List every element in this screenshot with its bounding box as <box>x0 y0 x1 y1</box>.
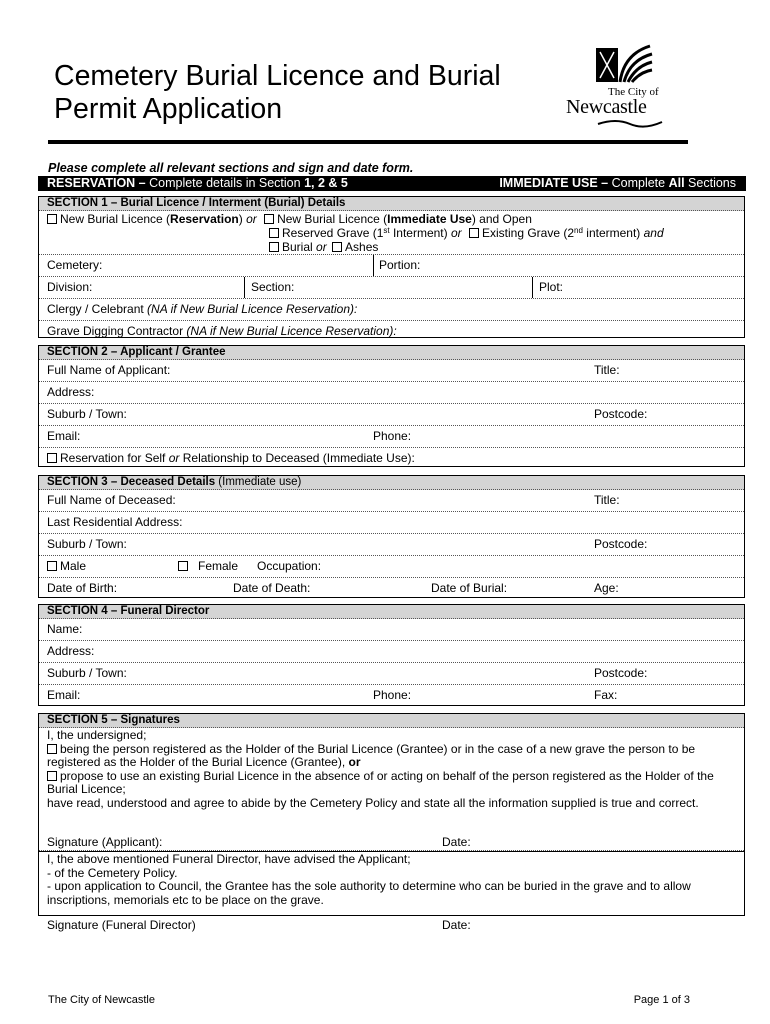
section-1 <box>38 196 745 338</box>
director-suburb-row <box>39 663 744 685</box>
section-5-header: SECTION 5 – Signatures <box>39 714 744 728</box>
declaration-agreement: have read, understood and agree to abide by the Cemetery Policy and state all the information supplied is true and correct. <box>47 795 699 810</box>
licence-options-line-2: Reserved Grave (1st Interment) or Existing Grave (2nd interment) and <box>269 226 664 240</box>
licence-options-line-1: New Burial Licence (Reservation) or New Burial Licence (Immediate Use) and Open <box>47 212 532 226</box>
cemetery-label: Cemetery: <box>47 258 103 272</box>
director-name-row <box>39 619 744 641</box>
new-licence-immediate-checkbox[interactable] <box>264 214 274 224</box>
declaration-intro: I, the undersigned; <box>47 728 147 742</box>
clergy-label: Clergy / Celebrant (NA if New Burial Licence Reservation): <box>47 302 358 316</box>
deceased-dates-row <box>39 578 744 599</box>
director-address-row <box>39 641 744 663</box>
ashes-checkbox[interactable] <box>332 242 342 252</box>
title-divider <box>48 140 688 144</box>
director-address-label: Address: <box>47 644 95 658</box>
applicant-address-row <box>39 382 744 404</box>
applicant-date-label: Date: <box>442 835 471 849</box>
applicant-signature-label: Signature (Applicant): <box>47 835 163 849</box>
deceased-suburb-row <box>39 534 744 556</box>
deceased-name-row <box>39 490 744 512</box>
director-advice-authority-cont: inscriptions, memorials etc to be place on the grave. <box>47 892 324 907</box>
existing-grave-checkbox[interactable] <box>469 228 479 238</box>
applicant-address-label: Address: <box>47 385 95 399</box>
director-suburb-label: Suburb / Town: <box>47 666 127 680</box>
applicant-name-label: Full Name of Applicant: <box>47 363 171 377</box>
burial-checkbox[interactable] <box>269 242 279 252</box>
licence-options-line-3: Burial or Ashes <box>269 240 378 254</box>
title-line-2: Permit Application <box>54 93 283 125</box>
applicant-email-row <box>39 426 744 448</box>
new-licence-reservation-checkbox[interactable] <box>47 214 57 224</box>
division-label: Division: <box>47 280 93 294</box>
applicant-title-label: Title: <box>594 363 620 377</box>
declaration-option-holder: being the person registered as the Holder of the Burial Licence (Grantee) or in the case of a new grave the person to be <box>47 743 736 757</box>
column-divider <box>532 277 533 298</box>
section-4-header: SECTION 4 – Funeral Director <box>39 605 744 619</box>
applicant-postcode-label: Postcode: <box>594 407 648 421</box>
plot-label: Plot: <box>539 280 564 294</box>
director-phone-label: Phone: <box>373 688 412 702</box>
deceased-postcode-label: Postcode: <box>594 537 648 551</box>
city-logo <box>566 44 678 128</box>
date-of-burial-label: Date of Burial: <box>431 581 508 595</box>
reservation-relationship-label: Reservation for Self or Relationship to Deceased (Immediate Use): <box>47 451 415 465</box>
footer-page-number: Page 1 of 3 <box>633 994 690 1006</box>
occupation-label: Occupation: <box>257 559 322 573</box>
intro-text: Please complete all relevant sections and sign and date form. <box>48 161 414 175</box>
reservation-bar <box>38 176 746 191</box>
section-4 <box>38 604 745 706</box>
declaration-option-proxy: propose to use an existing Burial Licence in the absence of or acting on behalf of the person registered as the Holder of the <box>47 770 736 784</box>
age-label: Age: <box>594 581 619 595</box>
grave-digger-row <box>39 321 744 342</box>
director-advice-policy: - of the Cemetery Policy. <box>47 865 178 880</box>
director-signature-label: Signature (Funeral Director) <box>47 918 196 932</box>
page-title <box>54 60 574 126</box>
column-divider <box>373 255 374 276</box>
director-advice-authority: - upon application to Council, the Grantee has the sole authority to determine who can be buried in the grave and to allow <box>47 879 691 893</box>
declaration-option-holder-cont: registered as the Holder of the Burial Licence (Grantee), or <box>47 755 361 769</box>
logo-emblem-icon <box>594 44 654 86</box>
deceased-name-label: Full Name of Deceased: <box>47 493 176 507</box>
section-2-header: SECTION 2 – Applicant / Grantee <box>39 346 744 360</box>
date-of-death-label: Date of Death: <box>233 581 311 595</box>
reservation-instruction: RESERVATION – Complete details in Section 1, 2 & 5 <box>47 176 348 190</box>
immediate-use-instruction: IMMEDIATE USE – Complete All Sections <box>499 176 736 190</box>
reserved-grave-checkbox[interactable] <box>269 228 279 238</box>
logo-text-top: The City of <box>608 86 659 98</box>
deceased-address-row <box>39 512 744 534</box>
director-advice-intro: I, the above mentioned Funeral Director, have advised the Applicant; <box>47 852 411 866</box>
director-email-row <box>39 685 744 706</box>
section-5 <box>38 713 745 932</box>
declaration-option-proxy-cont: Burial Licence; <box>47 782 126 796</box>
proxy-checkbox[interactable] <box>47 771 57 781</box>
title-line-1: Cemetery Burial Licence and Burial <box>54 60 501 92</box>
division-row <box>39 277 744 299</box>
section-2 <box>38 345 745 467</box>
director-declaration <box>39 851 744 932</box>
cemetery-row <box>39 255 744 277</box>
date-of-birth-label: Date of Birth: <box>47 581 118 595</box>
applicant-email-label: Email: <box>47 429 81 443</box>
portion-label: Portion: <box>379 258 421 272</box>
reservation-relationship-row <box>39 448 744 469</box>
clergy-row <box>39 299 744 321</box>
deceased-title-label: Title: <box>594 493 620 507</box>
section-3-header: SECTION 3 – Deceased Details (Immediate use) <box>39 476 744 490</box>
female-option: Female <box>178 559 238 573</box>
female-checkbox[interactable] <box>178 561 188 571</box>
director-date-label: Date: <box>442 918 471 932</box>
licence-type-row <box>39 211 744 255</box>
section-label: Section: <box>251 280 295 294</box>
applicant-declaration <box>39 728 744 851</box>
grave-digger-label: Grave Digging Contractor (NA if New Burial Licence Reservation): <box>47 324 397 338</box>
deceased-suburb-label: Suburb / Town: <box>47 537 127 551</box>
male-option: Male <box>47 559 86 573</box>
applicant-phone-label: Phone: <box>373 429 412 443</box>
holder-checkbox[interactable] <box>47 744 57 754</box>
director-name-label: Name: <box>47 622 83 636</box>
male-checkbox[interactable] <box>47 561 57 571</box>
column-divider <box>244 277 245 298</box>
deceased-address-label: Last Residential Address: <box>47 515 183 529</box>
deceased-gender-row <box>39 556 744 578</box>
section-1-header: SECTION 1 – Burial Licence / Interment (Burial) Details <box>39 197 744 211</box>
logo-underline-icon <box>596 118 666 130</box>
director-fax-label: Fax: <box>594 688 618 702</box>
section-3 <box>38 475 745 598</box>
director-postcode-label: Postcode: <box>594 666 648 680</box>
applicant-suburb-label: Suburb / Town: <box>47 407 127 421</box>
logo-text-name: Newcastle <box>566 96 647 118</box>
footer-organisation: The City of Newcastle <box>48 994 155 1006</box>
applicant-suburb-row <box>39 404 744 426</box>
director-email-label: Email: <box>47 688 81 702</box>
applicant-name-row <box>39 360 744 382</box>
reservation-self-checkbox[interactable] <box>47 453 57 463</box>
